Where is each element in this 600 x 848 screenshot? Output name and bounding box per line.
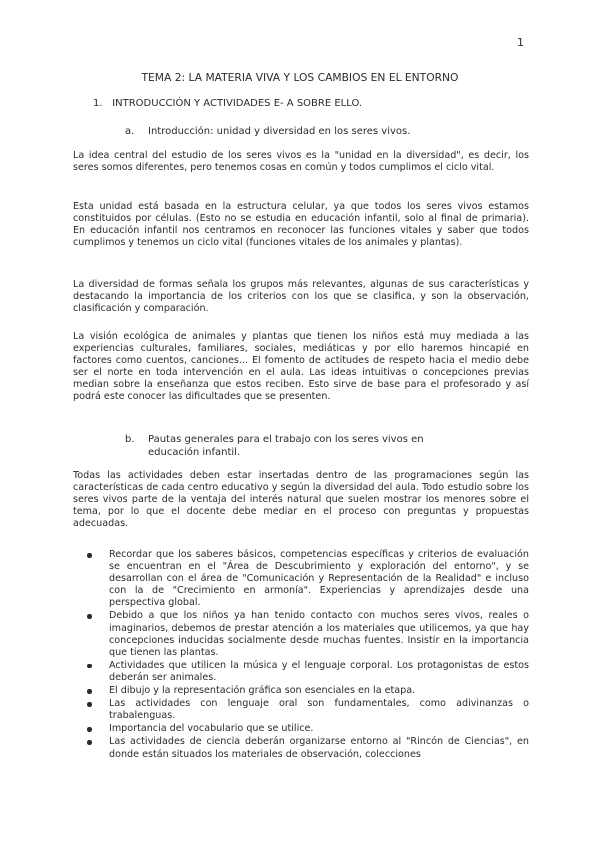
bullet-icon xyxy=(87,702,92,707)
bullet-icon xyxy=(87,614,92,619)
subsection-b-title: Pautas generales para el trabajo con los seres vivos en educación infantil. xyxy=(148,434,424,458)
subsection-b-letter: b. xyxy=(125,434,135,445)
list-item-text: Actividades que utilicen la música y el lenguaje corporal. Los protagonistas de estos deberán ser animales. xyxy=(109,659,529,683)
section-number: 1. xyxy=(93,98,103,109)
list-item xyxy=(80,610,529,658)
bullet-icon xyxy=(87,689,92,694)
list-item xyxy=(80,698,529,722)
list-item xyxy=(80,685,529,697)
list-item-text: Recordar que los saberes básicos, competencias específicas y criterios de evaluación se encuentran en el "Área de Descubrimiento y exploración del entorno", y se desarrollan con el área de "Comunicación y Representación de la Realidad" e incluso con la de "Crecimiento en armonía". Experiencias y aprendizajes desde una perspectiva global. xyxy=(109,549,529,609)
bullet-icon xyxy=(87,553,92,558)
subsection-a-heading xyxy=(125,125,433,138)
subsection-a-letter: a. xyxy=(125,126,135,137)
list-item-text: Las actividades con lenguaje oral son fundamentales, como adivinanzas o trabalenguas. xyxy=(109,698,529,722)
list-item-text: Las actividades de ciencia deberán organizarse entorno al "Rincón de Ciencias", en donde están situados los materiales de observación, colecciones xyxy=(109,736,529,760)
list-item xyxy=(80,549,529,609)
document-title: TEMA 2: LA MATERIA VIVA Y LOS CAMBIOS EN EL ENTORNO xyxy=(141,71,459,84)
list-item xyxy=(80,660,529,684)
list-item xyxy=(80,723,529,735)
paragraph-actividades: Todas las actividades deben estar insertadas dentro de las programaciones según las características de cada centro educativo y según la diversidad del aula. Todo estudio sobre los seres vivos parte de la ventaja del interés natural que suelen mostrar los menores sobre el tema, por lo que el docente debe mediar en el proceso con preguntas y propuestas adecuadas. xyxy=(73,470,529,530)
section-heading xyxy=(93,98,362,110)
list-item-text: El dibujo y la representación gráfica son esenciales en la etapa. xyxy=(109,685,416,697)
list-item-text: Importancia del vocabulario que se utilice. xyxy=(109,723,314,735)
list-item-text: Debido a que los niños ya han tenido contacto con muchos seres vivos, reales o imaginarios, debemos de prestar atención a los materiales que utilicemos, ya que hay concepciones inducidas socialmente desde muchas fuentes. Insistir en la importancia que tienen las plantas. xyxy=(109,610,529,658)
subsection-b-heading xyxy=(125,433,453,459)
paragraph-estructura-celular: Esta unidad está basada en la estructura celular, ya que todos los seres vivos estamos constituidos por células. (Esto no se estudia en educación infantil, solo al final de primaria). En educación infantil nos centramos en reconocer las funciones vitales y saber que todos cumplimos y tenemos un ciclo vital (funciones vitales de los animales y plantas). xyxy=(73,201,529,249)
bullet-icon xyxy=(87,727,92,732)
section-heading-text: INTRODUCCIÓN Y ACTIVIDADES E- A SOBRE ELLO. xyxy=(112,98,363,109)
list-item xyxy=(80,736,529,760)
page-number: 1 xyxy=(517,36,524,49)
paragraph-unidad-diversidad: La idea central del estudio de los seres vivos es la "unidad en la diversidad", es decir, los seres somos diferentes, pero tenemos cosas en común y todos cumplimos el ciclo vital. xyxy=(73,150,529,174)
paragraph-diversidad-formas: La diversidad de formas señala los grupos más relevantes, algunas de sus características y destacando la importancia de los criterios con los que se clasifica, y son la observación, clasificación y comparación. xyxy=(73,279,529,315)
subsection-a-title: Introducción: unidad y diversidad en los seres vivos. xyxy=(148,126,411,137)
bullet-icon xyxy=(87,664,92,669)
guidelines-list xyxy=(80,549,529,762)
paragraph-vision-ecologica: La visión ecológica de animales y plantas que tienen los niños está muy mediada a las experiencias culturales, familiares, sociales, mediáticas y por ello haremos hincapié en factores como cuentos, canciones... El fomento de actitudes de respeto hacia el medio debe ser el norte en toda intervención en el aula. Las ideas intuitivas o concepciones previas median sobre la enseñanza que estos reciben. Esto sirve de base para el profesorado y así podrá este conocer las dificultades que se presenten. xyxy=(73,331,529,403)
bullet-icon xyxy=(87,740,92,745)
